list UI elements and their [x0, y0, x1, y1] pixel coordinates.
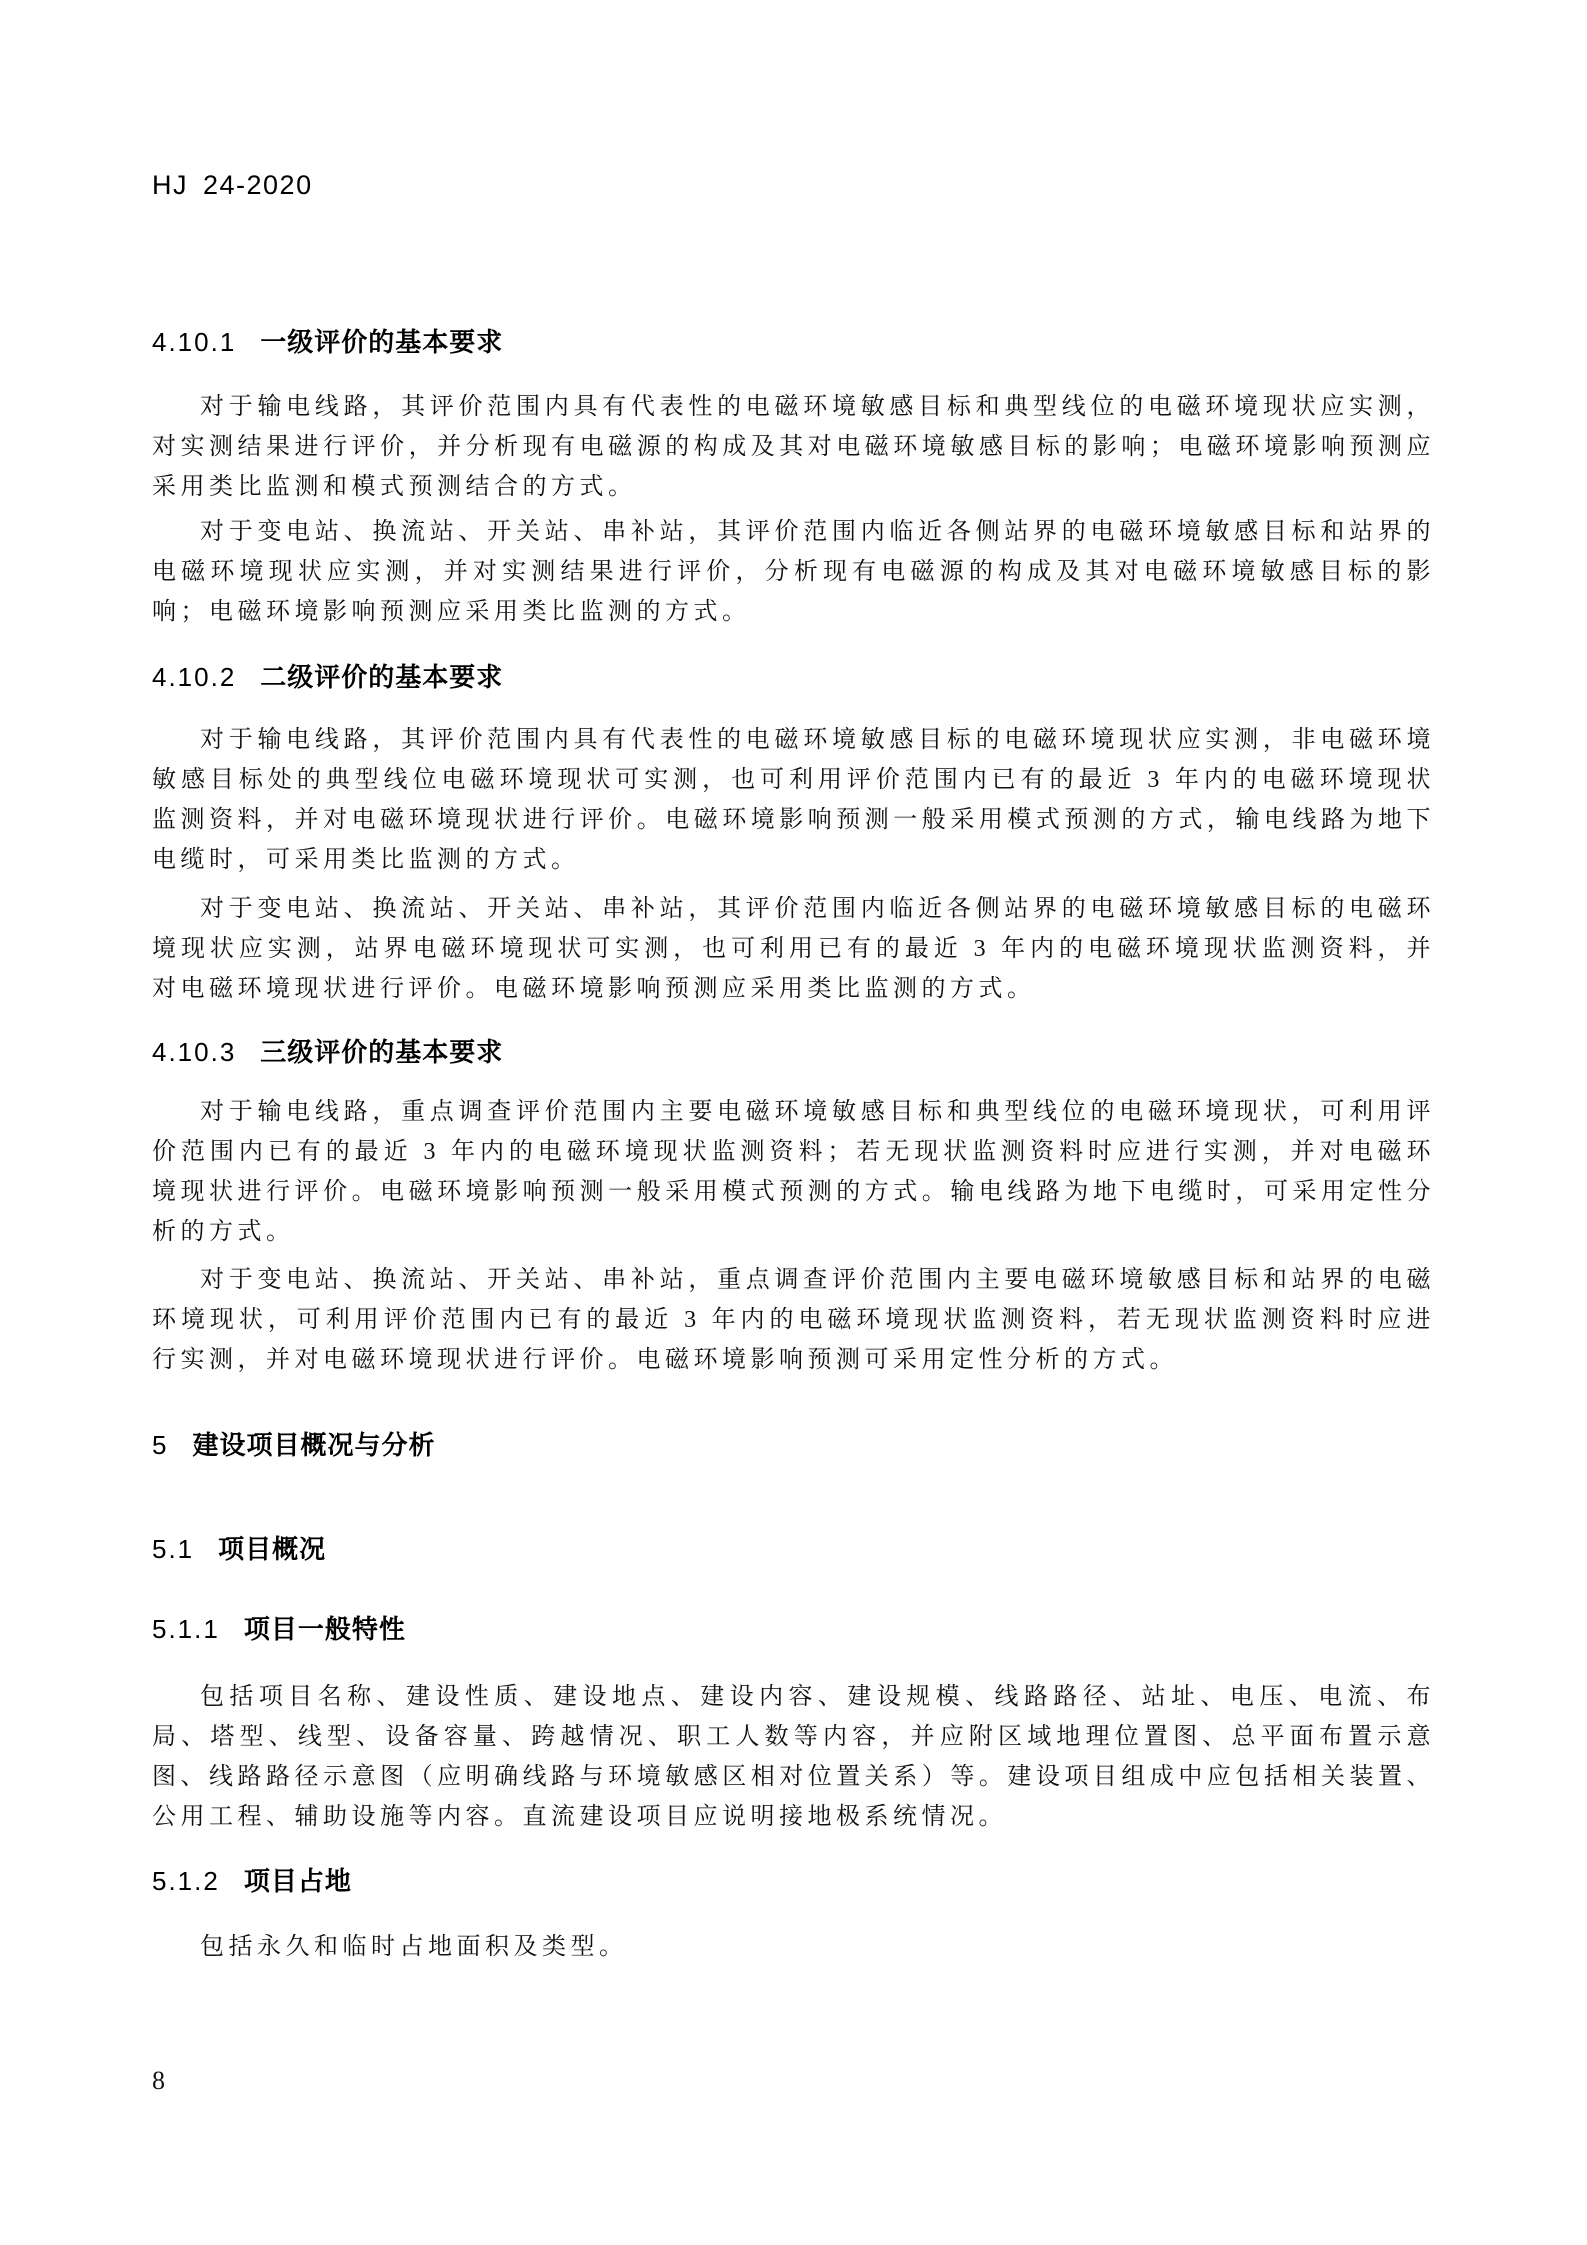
- paragraph-5-1-1: 包括项目名称、建设性质、建设地点、建设内容、建设规模、线路路径、站址、电压、电流、布局、塔型、线型、设备容量、跨越情况、职工人数等内容，并应附区域地理位置图、总平面布置示意图、线路路径示意图（应明确线路与环境敏感区相对位置关系）等。建设项目组成中应包括相关装置、公用工程、辅助设施等内容。直流建设项目应说明接地极系统情况。: [152, 1684, 1435, 1830]
- heading-5: [152, 1430, 1435, 1460]
- paragraph-5-1-2: 包括永久和临时占地面积及类型。: [200, 1934, 628, 1960]
- section-number: 4.10.3: [152, 1037, 237, 1067]
- section-number: 5.1: [152, 1534, 195, 1564]
- paragraph-4-10-1-a: 对于输电线路，其评价范围内具有代表性的电磁环境敏感目标和典型线位的电磁环境现状应实测，对实测结果进行评价，并分析现有电磁源的构成及其对电磁环境敏感目标的影响；电磁环境影响预测应采用类比监测和模式预测结合的方式。: [152, 394, 1435, 500]
- paragraph-4-10-1-b: 对于变电站、换流站、开关站、串补站，其评价范围内临近各侧站界的电磁环境敏感目标和站界的电磁环境现状应实测，并对实测结果进行评价，分析现有电磁源的构成及其对电磁环境敏感目标的影响；电磁环境影响预测应采用类比监测的方式。: [152, 519, 1435, 625]
- section-number: 5.1.2: [152, 1866, 220, 1896]
- heading-5-1-2: [152, 1866, 1435, 1896]
- doc-code-header: HJ 24-2020: [152, 170, 313, 200]
- section-number: 4.10.1: [152, 327, 237, 357]
- heading-4-10-1: [152, 327, 1435, 357]
- section-title: 项目一般特性: [243, 1614, 406, 1644]
- section-title: 三级评价的基本要求: [260, 1037, 504, 1067]
- document-content: [152, 202, 1435, 1967]
- paragraph-4-10-2-b: 对于变电站、换流站、开关站、串补站，其评价范围内临近各侧站界的电磁环境敏感目标的电磁环境现状应实测，站界电磁环境现状可实测，也可利用已有的最近 3 年内的电磁环境现状监测资料，并对电磁环境现状进行评价。电磁环境影响预测应采用类比监测的方式。: [152, 896, 1435, 1002]
- heading-4-10-3: [152, 1037, 1435, 1067]
- section-title: 一级评价的基本要求: [260, 327, 504, 357]
- section-title: 项目占地: [243, 1866, 352, 1896]
- section-number: 4.10.2: [152, 662, 237, 692]
- paragraph-4-10-3-b: 对于变电站、换流站、开关站、串补站，重点调查评价范围内主要电磁环境敏感目标和站界的电磁环境现状，可利用评价范围内已有的最近 3 年内的电磁环境现状监测资料，若无现状监测资料时应进行实测，并对电磁环境现状进行评价。电磁环境影响预测可采用定性分析的方式。: [152, 1267, 1435, 1373]
- paragraph-4-10-3-a: 对于输电线路，重点调查评价范围内主要电磁环境敏感目标和典型线位的电磁环境现状，可利用评价范围内已有的最近 3 年内的电磁环境现状监测资料；若无现状监测资料时应进行实测，并对电磁环境现状进行评价。电磁环境影响预测一般采用模式预测的方式。输电线路为地下电缆时，可采用定性分析的方式。: [152, 1099, 1435, 1245]
- section-title: 建设项目概况与分析: [192, 1430, 436, 1460]
- heading-5-1: [152, 1534, 1435, 1564]
- section-number: 5: [152, 1430, 169, 1460]
- heading-5-1-1: [152, 1614, 1435, 1644]
- heading-4-10-2: [152, 662, 1435, 692]
- section-title: 二级评价的基本要求: [260, 662, 504, 692]
- page-number: 8: [152, 2066, 165, 2095]
- section-title: 项目概况: [218, 1534, 327, 1564]
- paragraph-4-10-2-a: 对于输电线路，其评价范围内具有代表性的电磁环境敏感目标的电磁环境现状应实测，非电磁环境敏感目标处的典型线位电磁环境现状可实测，也可利用评价范围内已有的最近 3 年内的电磁环境现状监测资料，并对电磁环境现状进行评价。电磁环境影响预测一般采用模式预测的方式，输电线路为地下电缆时，可采用类比监测的方式。: [152, 727, 1435, 873]
- section-number: 5.1.1: [152, 1614, 220, 1644]
